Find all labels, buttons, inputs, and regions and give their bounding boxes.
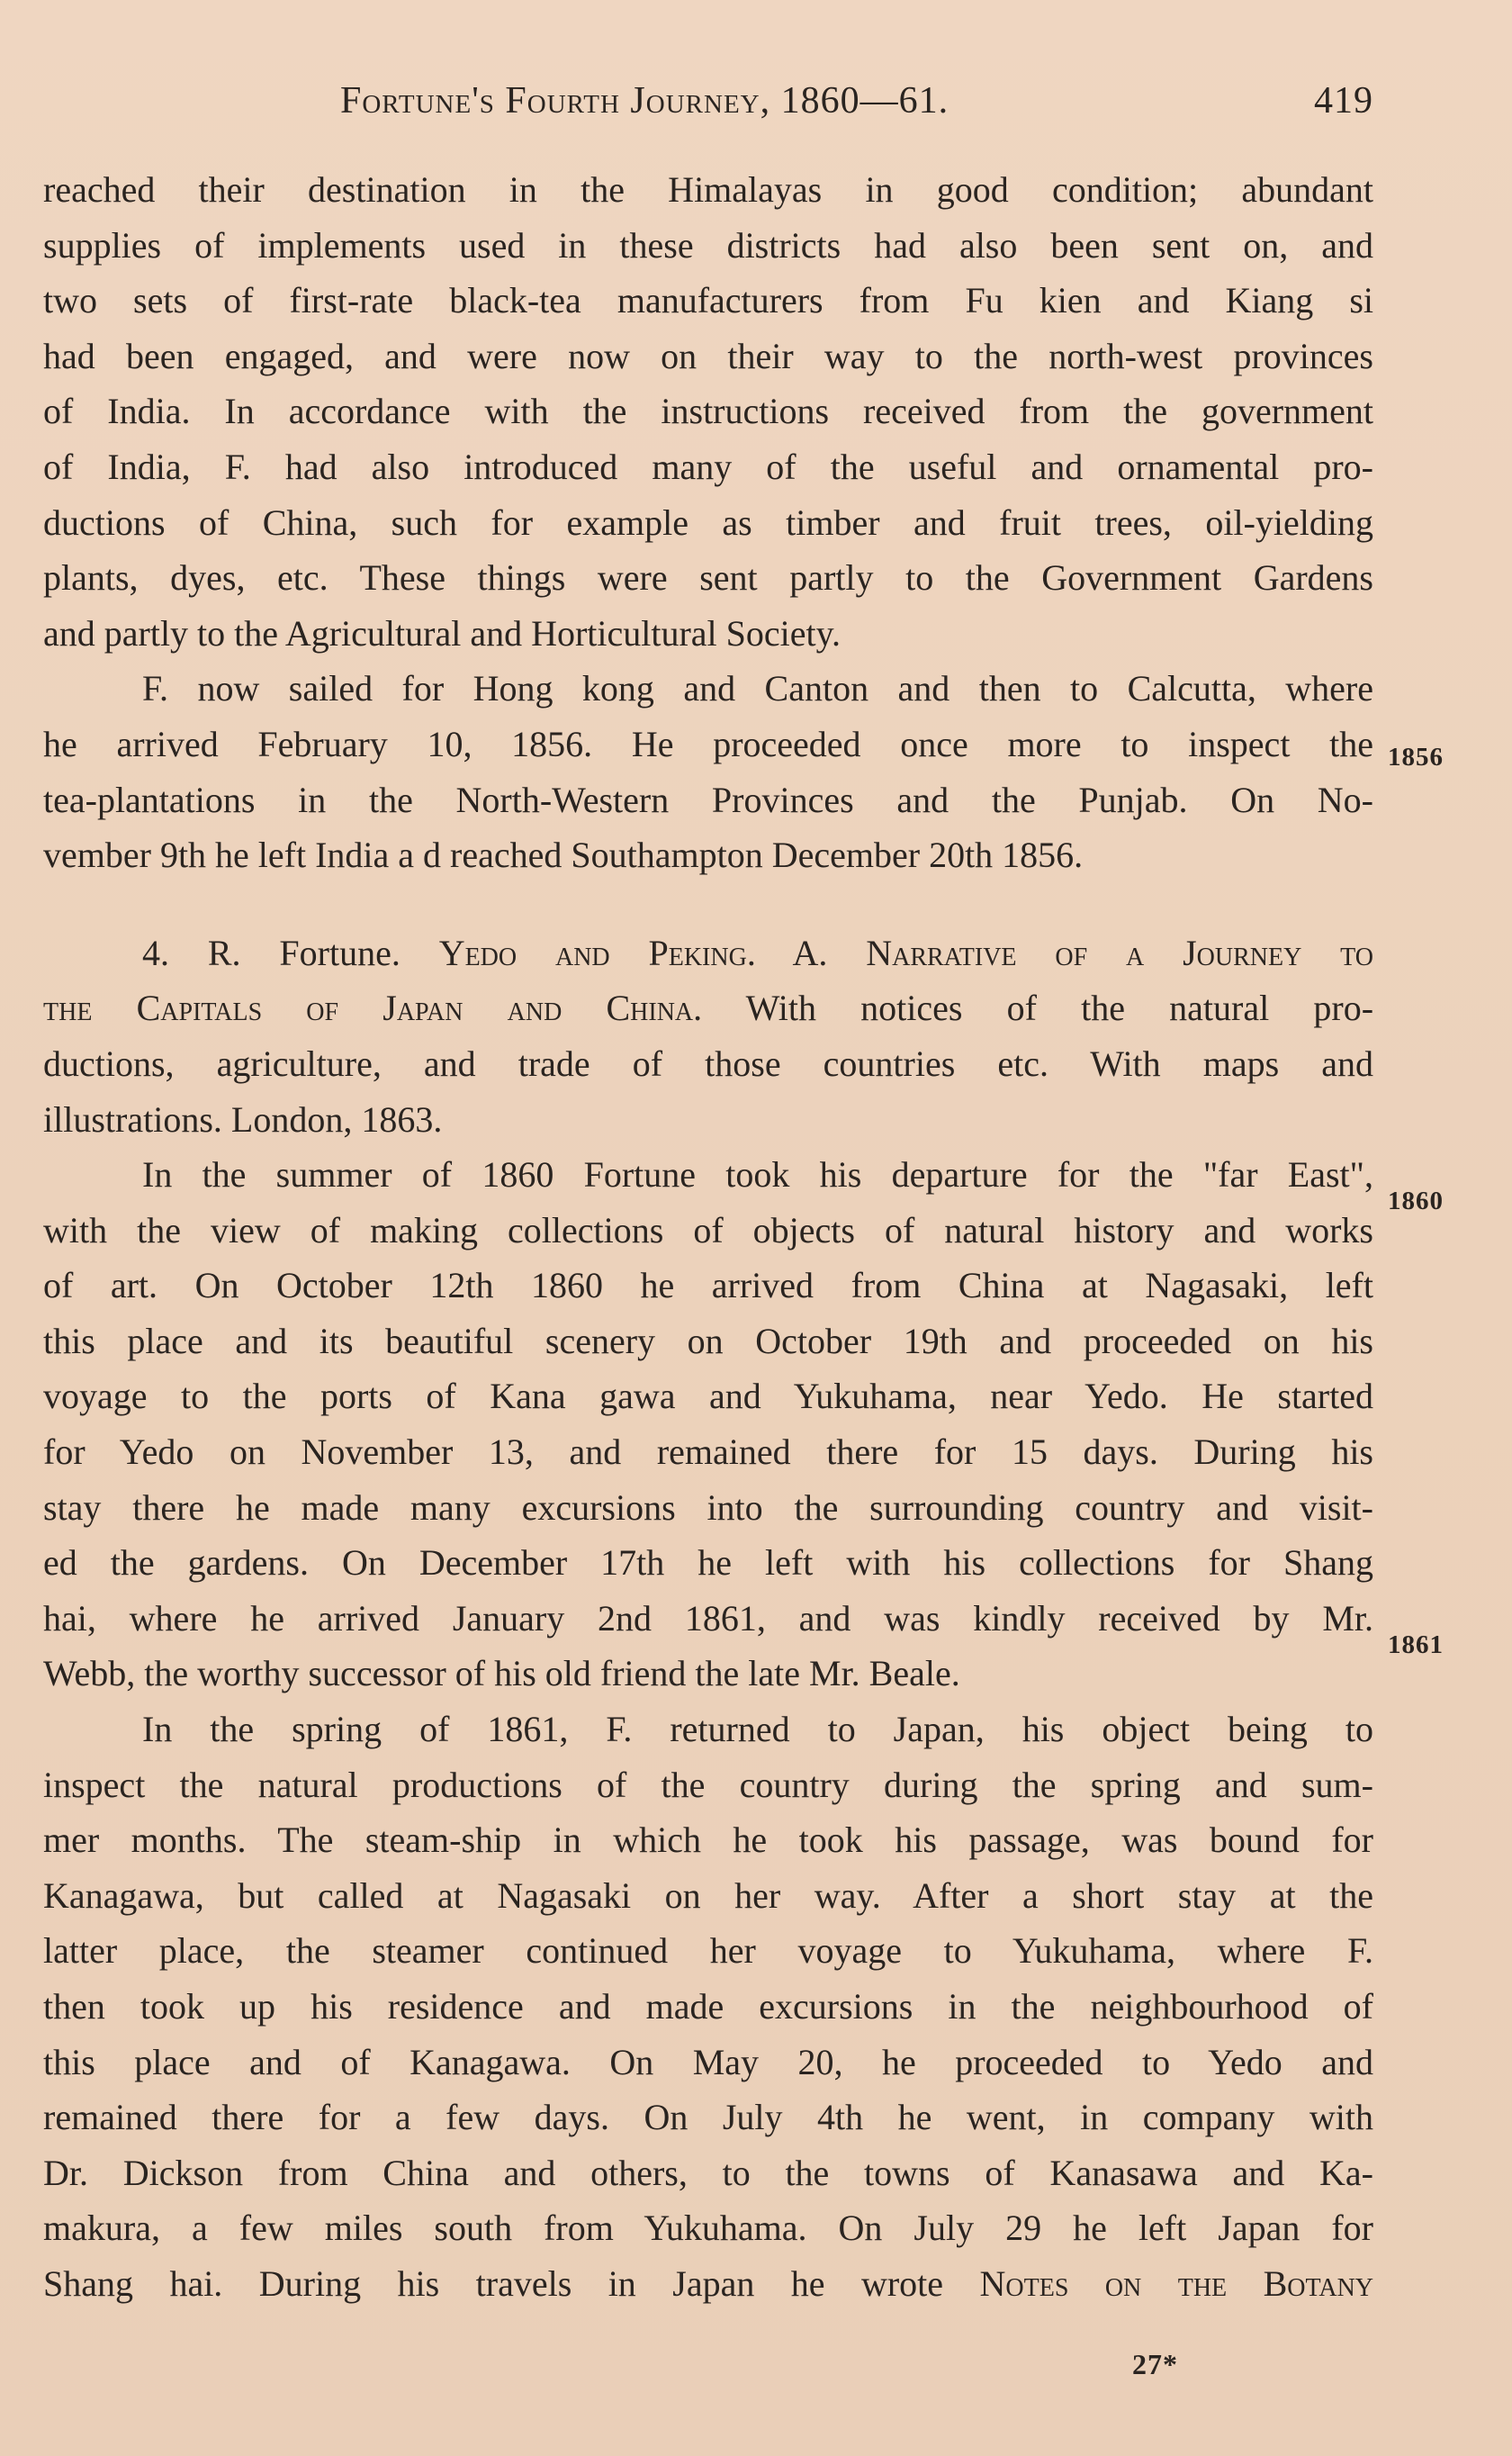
entry-title-continued: the Capitals of Japan and China.: [43, 988, 703, 1029]
text-line: this place and of Kanagawa. On May 20, he proceeded to Yedo and: [43, 2041, 1373, 2082]
paragraph-3: [43, 1147, 1373, 1702]
text-line: makura, a few miles south from Yukuhama. On July 29 he left Japan for: [43, 2208, 1373, 2249]
text-line: he arrived February 10, 1856. He proceeded once more to inspect the: [43, 723, 1373, 764]
text-line: mer months. The steam-ship in which he took his passage, was bound for: [43, 1819, 1373, 1861]
paragraph-4: [43, 1702, 1373, 2312]
text-line: ductions, agriculture, and trade of those countries etc. With maps and: [43, 1043, 1373, 1084]
section-gap: [43, 883, 1373, 926]
running-head-rest: Fourth Journey, 1860—61.: [505, 80, 950, 122]
text-line: supplies of implements used in these districts had also been sent on, and: [43, 224, 1373, 266]
text-line: inspect the natural productions of the country during the spring and sum-: [43, 1764, 1373, 1805]
text-line: of India, F. had also introduced many of the useful and ornamental pro-: [43, 446, 1373, 487]
entry-description: With notices of the natural pro-: [745, 988, 1374, 1029]
text-line: Dr. Dickson from China and others, to the towns of Kanasawa and Ka-: [43, 2152, 1373, 2193]
body-text: [43, 162, 1373, 2312]
page-header: [43, 79, 1373, 133]
running-head-first-word: Fortune's: [340, 80, 495, 122]
last-line-small-caps: Notes on the Botany: [979, 2262, 1374, 2304]
text-line: Kanagawa, but called at Nagasaki on her way. After a short stay at the: [43, 1874, 1373, 1916]
text-line: of art. On October 12th 1860 he arrived from China at Nagasaki, left: [43, 1265, 1373, 1306]
text-line: ductions of China, such for example as timber and fruit trees, oil-yielding: [43, 501, 1373, 543]
text-line: had been engaged, and were now on their way to the north-west provinces: [43, 335, 1373, 376]
text-line: illustrations. London, 1863.: [43, 1098, 443, 1140]
text-line: with the view of making collections of objects of natural history and works: [43, 1209, 1373, 1251]
entry-title: Yedo and Peking. A. Narrative of a Journey to: [438, 932, 1374, 973]
text-line: remained there for a few days. On July 4th he went, in company with: [43, 2097, 1373, 2138]
text-line: Webb, the worthy successor of his old friend the late Mr. Beale.: [43, 1653, 960, 1694]
text-line: tea-plantations in the North-Western Provinces and the Punjab. On No-: [43, 779, 1373, 820]
text-line: latter place, the steamer continued her voyage to Yukuhama, where F.: [43, 1930, 1373, 1972]
text-line: for Yedo on November 13, and remained there for 15 days. During his: [43, 1431, 1373, 1473]
running-head: [340, 79, 949, 122]
page-number: 419: [1314, 80, 1373, 122]
paragraph-2: [43, 661, 1373, 882]
text-line: hai, where he arrived January 2nd 1861, and was kindly received by Mr.: [43, 1597, 1373, 1639]
margin-year-1860: 1860: [1388, 1187, 1444, 1215]
entry-title-line: [43, 980, 1373, 1036]
text-line: F. now sailed for Hong kong and Canton and then to Calcutta, where: [142, 668, 1373, 709]
bibliography-entry-4: [43, 926, 1373, 1147]
signature-mark: 27*: [1132, 2348, 1178, 2380]
text-line: stay there he made many excursions into the surrounding country and visit-: [43, 1486, 1373, 1528]
text-line: this place and its beautiful scenery on October 19th and proceeded on his: [43, 1320, 1373, 1361]
text-line: vember 9th he left India a d reached Southampton December 20th 1856.: [43, 835, 1084, 876]
text-line: ed the gardens. On December 17th he left with his collections for Shang: [43, 1542, 1373, 1584]
text-line: two sets of first-rate black-tea manufacturers from Fu kien and Kiang si: [43, 280, 1373, 321]
text-line: and partly to the Agricultural and Horticultural Society.: [43, 612, 842, 654]
text-line: plants, dyes, etc. These things were sent partly to the Government Gardens: [43, 557, 1373, 599]
text-line: of India. In accordance with the instructions received from the government: [43, 391, 1373, 432]
text-line: reached their destination in the Himalayas in good condition; abundant: [43, 169, 1373, 210]
entry-title-line: [43, 926, 1373, 981]
text-line: In the spring of 1861, F. returned to Japan, his object being to: [142, 1709, 1373, 1750]
margin-year-1861: 1861: [1388, 1630, 1444, 1659]
paragraph-1: [43, 162, 1373, 661]
text-line: then took up his residence and made excursions in the neighbourhood of: [43, 1986, 1373, 2027]
text-line: voyage to the ports of Kana gawa and Yukuhama, near Yedo. He started: [43, 1376, 1373, 1417]
entry-number: 4. R. Fortune.: [142, 932, 400, 973]
text-line: [43, 2256, 1373, 2312]
text-line: In the summer of 1860 Fortune took his departure for the "far East",: [142, 1154, 1373, 1196]
last-line-text: Shang hai. During his travels in Japan he wrote: [43, 2262, 944, 2304]
margin-year-1856: 1856: [1388, 743, 1444, 772]
